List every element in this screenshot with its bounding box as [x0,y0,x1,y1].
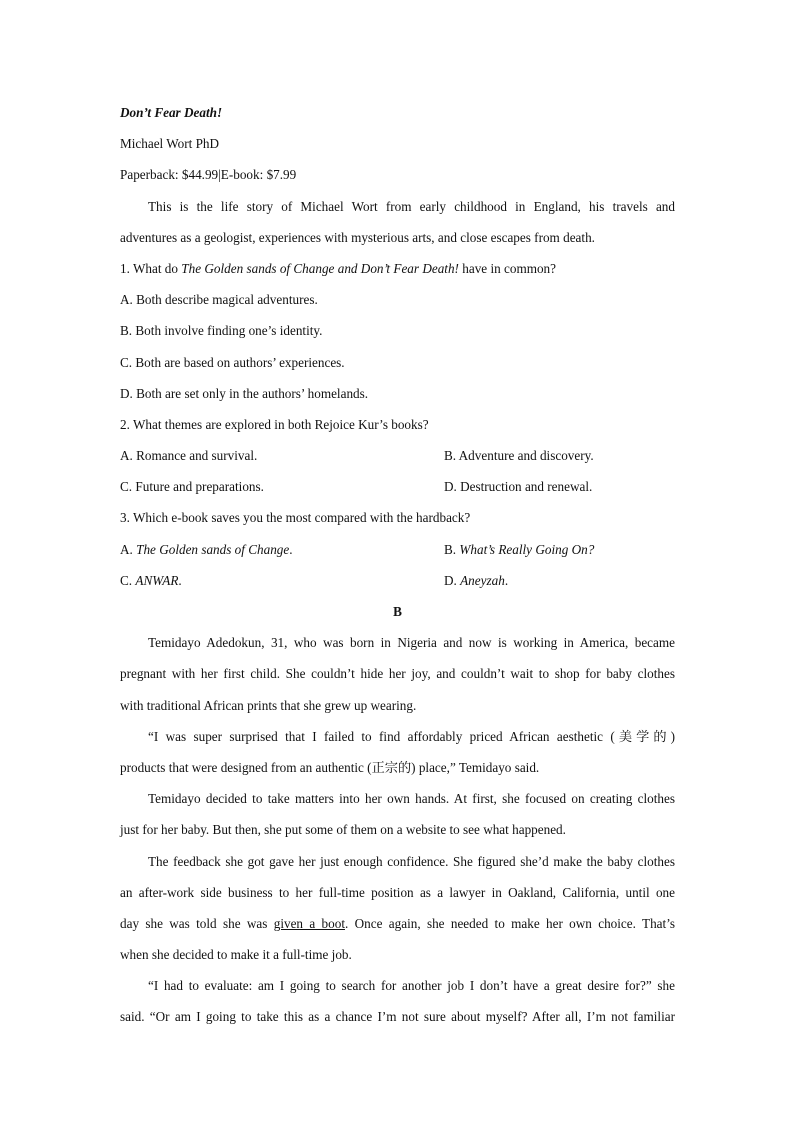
question-2-options-row [120,440,675,471]
passage-fragment: day she was told she was [120,915,274,931]
option-label: D. [444,572,461,588]
question-3-options-row [120,565,675,596]
book-author: Michael Wort PhD [120,136,220,152]
question-1-suffix: have in common? [458,260,556,276]
underlined-phrase: given a boot [273,915,345,931]
option-label: A. [120,541,137,557]
question-2-option-d: D. Destruction and renewal. [444,479,593,495]
passage-line [120,908,675,939]
question-1-option-b: B. Both involve finding one’s identity. [120,323,323,339]
passage-line: “I was super surprised that I failed to find affordably priced African aesthetic (美学的) [148,728,675,744]
question-1 [120,253,675,284]
book-title: Don’t Fear Death! [120,105,223,120]
question-1-option-a: A. Both describe magical adventures. [120,292,318,308]
option-title: The Golden sands of Change [136,541,290,557]
question-1-option-d: D. Both are set only in the authors’ homelands. [120,385,369,401]
option-title: ANWAR [135,572,179,588]
passage-line: with traditional African prints that she grew up wearing. [120,697,417,713]
option-label: B. [444,541,460,557]
section-heading: B [393,604,402,619]
question-2-option-b: B. Adventure and discovery. [444,448,594,464]
passage-line: Temidayo decided to take matters into her own hands. At first, she focused on creating clothes [148,791,675,807]
option-end: . [289,541,293,557]
question-1-prefix: 1. What do [120,260,182,276]
passage-line: said. “Or am I going to take this as a chance I’m not sure about myself? After all, I’m not familiar [120,1009,675,1025]
document-page [120,97,675,1033]
book-description-line: This is the life story of Michael Wort from early childhood in England, his travels and [148,198,675,214]
option-title: Aneyzah [460,572,505,588]
passage-line: Temidayo Adedokun, 31, who was born in Nigeria and now is working in America, became [148,635,675,651]
passage-line: pregnant with her first child. She couldn’t hide her joy, and couldn’t wait to shop for baby clothes [120,666,675,682]
passage-line: an after-work side business to her full-time position as a lawyer in Oakland, California, until one [120,884,675,900]
passage-line: The feedback she got gave her just enough confidence. She figured she’d make the baby clothes [148,853,675,869]
option-title: What’s Really Going On? [459,541,595,557]
question-2-option-c: C. Future and preparations. [120,479,264,495]
question-1-title-a: The Golden sands of Change [181,260,335,276]
passage-line: products that were designed from an authentic (正宗的) place,” Temidayo said. [120,759,540,775]
option-end: . [178,572,182,588]
question-3-options-row [120,534,675,565]
question-1-title-b: Don’t Fear Death! [360,260,459,276]
passage-line: “I had to evaluate: am I going to search for another job I don’t have a great desire for?” she [148,978,675,994]
passage-fragment: . Once again, she needed to make her own choice. That’s [344,915,675,931]
question-3: 3. Which e-book saves you the most compared with the hardback? [120,510,471,526]
question-3-option-c [120,565,444,596]
question-2-options-row [120,471,675,502]
option-label: C. [120,572,136,588]
book-price: Paperback: $44.99|E-book: $7.99 [120,167,297,183]
question-1-option-c: C. Both are based on authors’ experiences. [120,354,345,370]
book-description-line: adventures as a geologist, experiences with mysterious arts, and close escapes from death. [120,229,595,245]
question-1-mid: and [334,260,361,276]
question-2-option-a: A. Romance and survival. [120,448,258,464]
passage-line: just for her baby. But then, she put some of them on a website to see what happened. [120,822,566,838]
question-2: 2. What themes are explored in both Rejoice Kur’s books? [120,416,429,432]
question-3-option-a [120,534,444,565]
question-3-option-b [444,534,594,565]
question-3-option-d [444,565,508,596]
passage-line: when she decided to make it a full-time job. [120,947,352,963]
option-end: . [504,572,509,588]
